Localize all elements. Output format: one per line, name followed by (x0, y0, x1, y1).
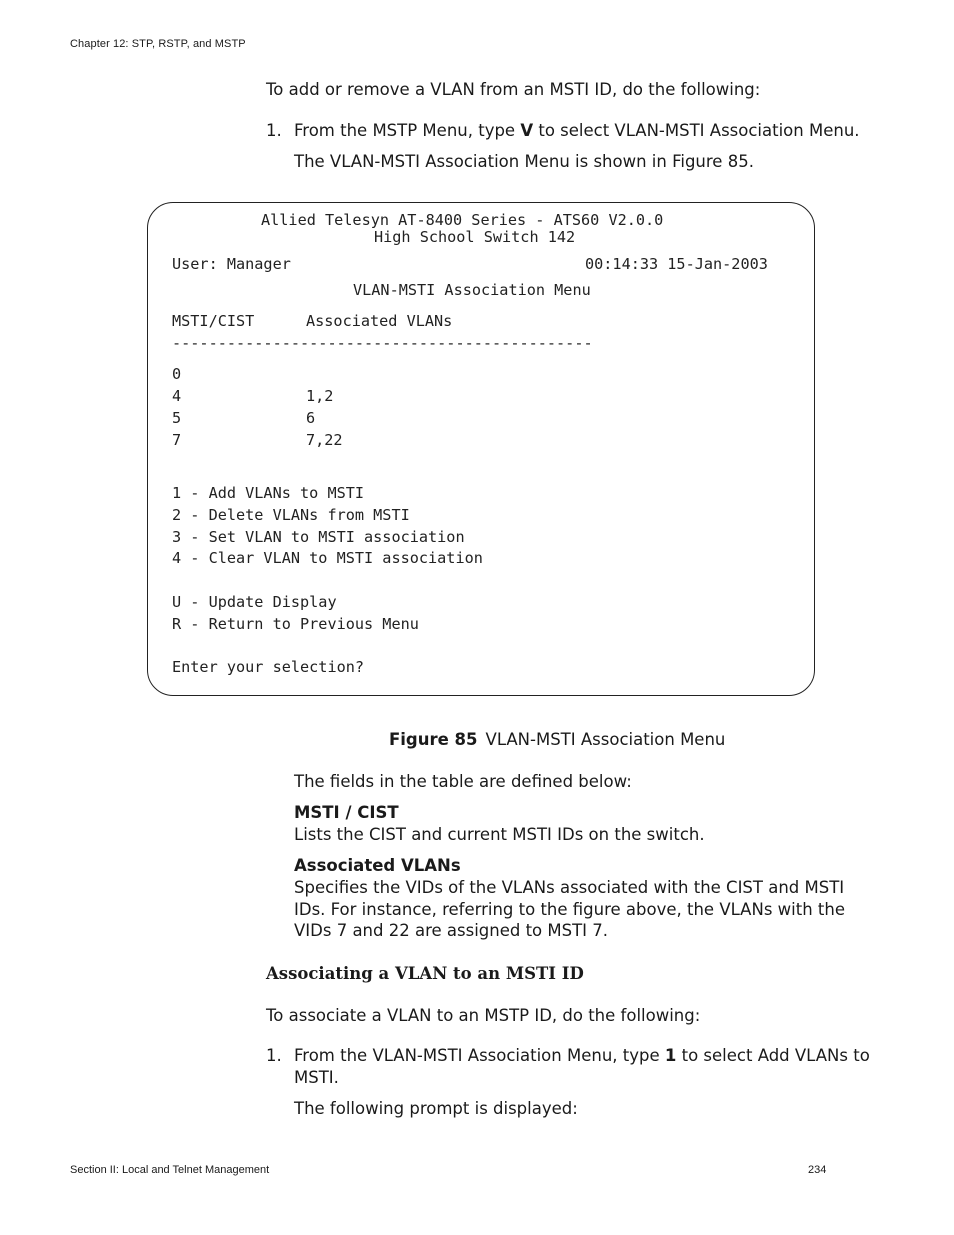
table-row-vlans: 1,2 (306, 387, 334, 405)
column-header-vlans: Associated VLANs (306, 312, 453, 330)
menu-option-return[interactable]: R - Return to Previous Menu (172, 615, 419, 633)
step-number: 1. (266, 121, 282, 140)
step-1-text (294, 120, 860, 142)
step-post: to select Add VLANs to (676, 1046, 870, 1065)
menu-option-update[interactable]: U - Update Display (172, 593, 337, 611)
table-row-msti: 4 (172, 387, 182, 405)
terminal-title-1: Allied Telesyn AT-8400 Series - ATS60 V2.0.0 (261, 211, 664, 229)
definition-desc-line: IDs. For instance, referring to the figure above, the VLANs with the (294, 900, 845, 919)
page-number: 234 (808, 1164, 827, 1176)
terminal-title-2: High School Switch 142 (374, 228, 576, 246)
table-row-msti: 0 (172, 365, 182, 383)
step-pre: From the VLAN-MSTI Association Menu, type (294, 1046, 665, 1065)
step-number: 1. (266, 1046, 282, 1065)
step-text-line2: MSTI. (294, 1068, 339, 1087)
menu-option-delete[interactable]: 2 - Delete VLANs from MSTI (172, 506, 410, 524)
terminal-timestamp: 00:14:33 15-Jan-2003 (585, 255, 768, 273)
table-row-msti: 5 (172, 409, 182, 427)
intro-paragraph: To add or remove a VLAN from an MSTI ID, do the following: (266, 80, 761, 99)
figure-title: VLAN-MSTI Association Menu (485, 730, 726, 749)
table-row-vlans: 6 (306, 409, 316, 427)
step-text (294, 1045, 870, 1067)
definition-desc: Lists the CIST and current MSTI IDs on the switch. (294, 825, 705, 844)
table-row-msti: 7 (172, 431, 182, 449)
terminal-menu-title: VLAN-MSTI Association Menu (353, 281, 591, 299)
figure-caption (389, 730, 725, 749)
menu-option-add[interactable]: 1 - Add VLANs to MSTI (172, 484, 365, 502)
terminal-separator: ---------------------------------------------- (172, 334, 593, 352)
fields-intro: The fields in the table are defined below: (294, 772, 632, 791)
step-1-pre: From the MSTP Menu, type (294, 121, 521, 140)
table-row-vlans: 7,22 (306, 431, 343, 449)
figure-label: Figure 85 (389, 730, 478, 749)
column-header-msti: MSTI/CIST (172, 312, 255, 330)
terminal-user: User: Manager (172, 255, 291, 273)
menu-option-set[interactable]: 3 - Set VLAN to MSTI association (172, 528, 465, 546)
step-1-key: V (520, 121, 534, 140)
step-1-post: to select VLAN-MSTI Association Menu. (533, 121, 860, 140)
definition-desc-line: VIDs 7 and 22 are assigned to MSTI 7. (294, 921, 609, 940)
definition-term: MSTI / CIST (294, 803, 399, 822)
running-header: Chapter 12: STP, RSTP, and MSTP (70, 38, 246, 50)
definition-term: Associated VLANs (294, 856, 461, 875)
section-heading: Associating a VLAN to an MSTI ID (266, 964, 584, 983)
footer-section: Section II: Local and Telnet Management (70, 1164, 270, 1176)
definition-desc-line: Specifies the VIDs of the VLANs associated with the CIST and MSTI (294, 878, 845, 897)
section-intro: To associate a VLAN to an MSTP ID, do the following: (266, 1006, 701, 1025)
step-1-note: The VLAN-MSTI Association Menu is shown in Figure 85. (294, 152, 754, 171)
menu-option-clear[interactable]: 4 - Clear VLAN to MSTI association (172, 549, 483, 567)
selection-prompt[interactable]: Enter your selection? (172, 658, 365, 676)
step-note: The following prompt is displayed: (294, 1099, 578, 1118)
step-key: 1 (664, 1046, 677, 1065)
